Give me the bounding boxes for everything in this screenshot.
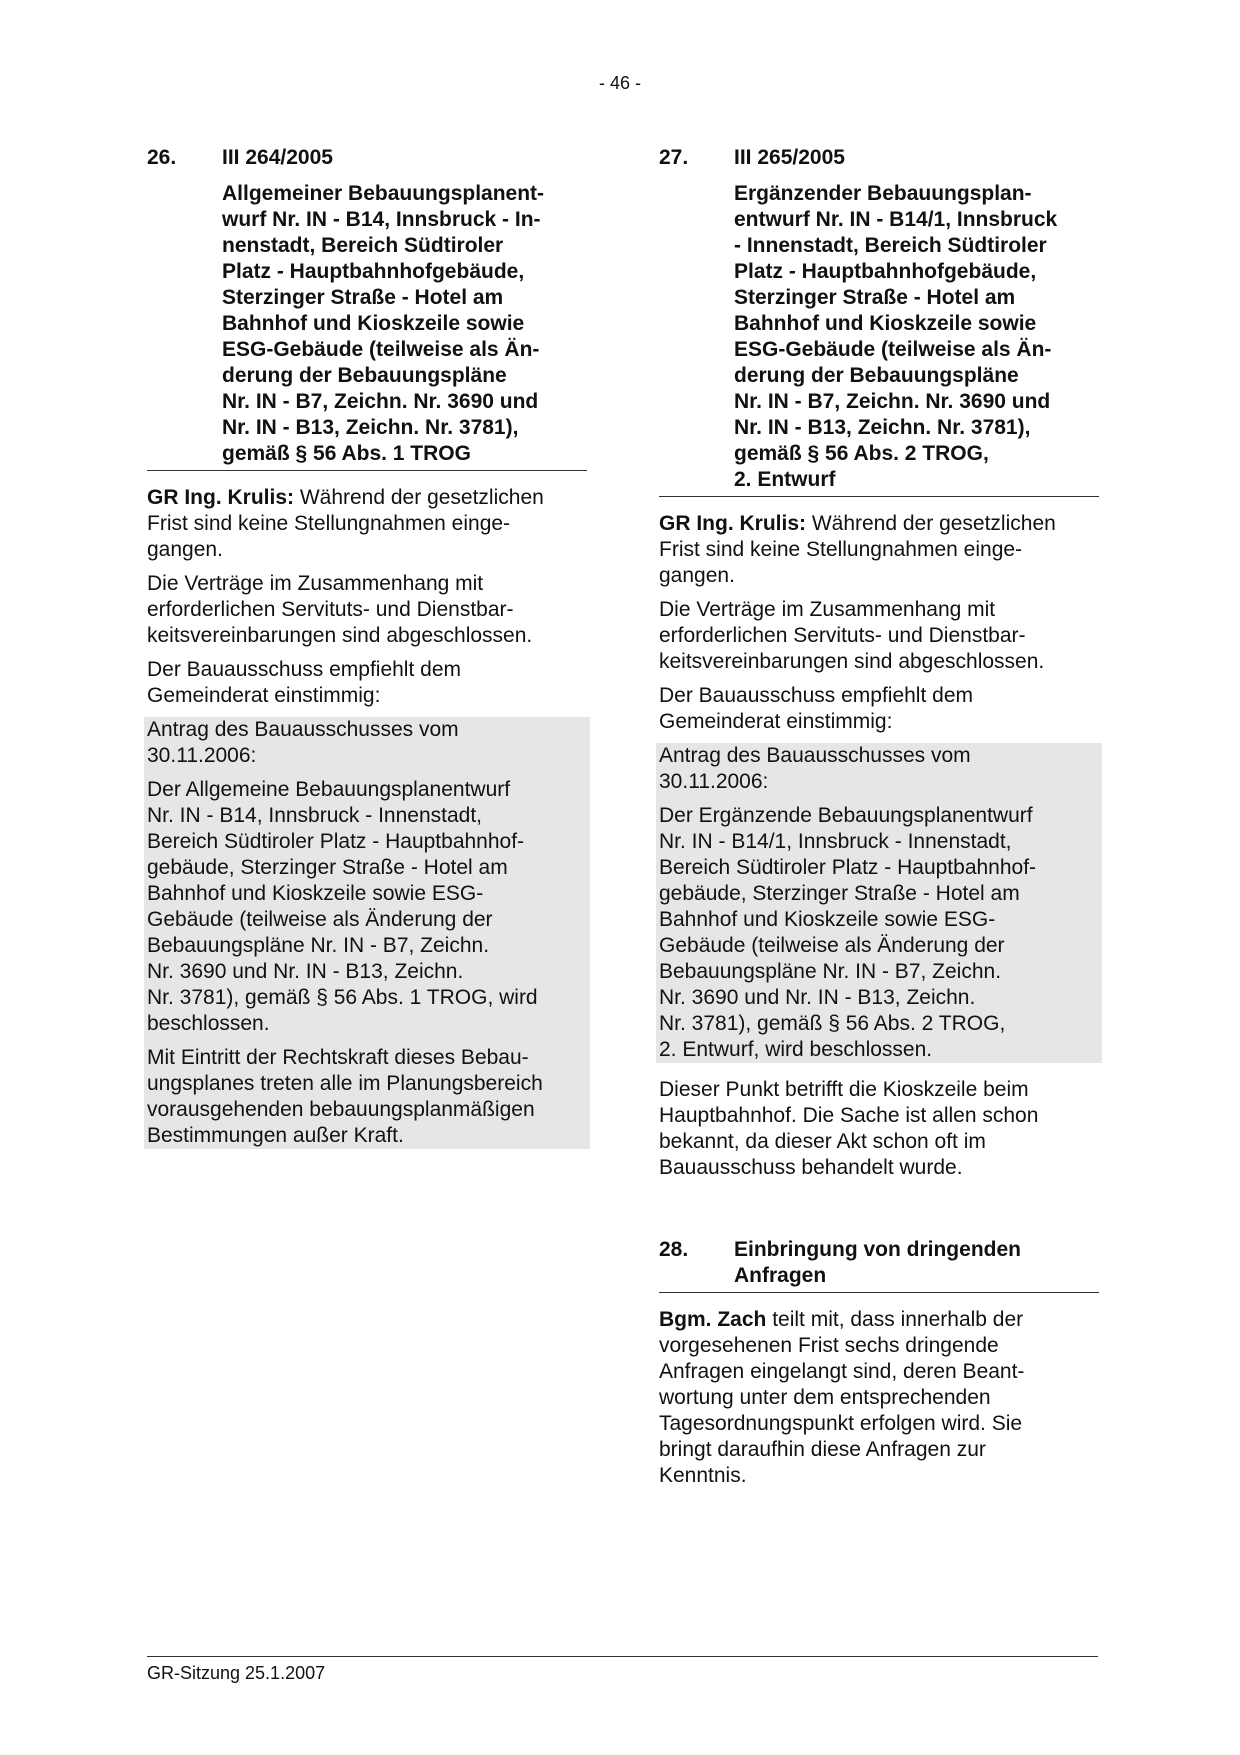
item-26-contracts-paragraph: Die Verträge im Zusammenhang mit erforderlichen Servituts- und Dienstbar- keitsvereinbarungen sind abgeschlossen. (147, 572, 533, 647)
item-28-number: 28. (659, 1238, 689, 1261)
item-27-case-id: III 265/2005 (734, 146, 845, 169)
page-footer: GR-Sitzung 25.1.2007 (147, 1656, 1098, 1684)
item-26-motion-extra: Mit Eintritt der Rechtskraft dieses Bebau- ungsplanes treten alle im Planungsbereich vorausgehenden bebauungsplanmäßigen Bestimmungen außer Kraft. (147, 1046, 543, 1147)
item-28-header (659, 1237, 1099, 1293)
item-27-statement-text: Während der gesetzlichen Frist sind keine Stellungnahmen einge- gangen. (659, 512, 1056, 587)
item-26-heading: Allgemeiner Bebauungsplanent- wurf Nr. IN - B14, Innsbruck - In- nenstadt, Bereich Südtiroler Platz - Hauptbahnhofgebäude, Sterzinger Straße - Hotel am Bahnhof und Kioskzeile sowie ESG-Gebäude (teilweise als Än- derung der Bebauungspläne Nr. IN - B7, Zeichn. Nr. 3690 und Nr. IN - B13, Zeichn. Nr. 3781), gemäß § 56 Abs. 1 TROG (222, 182, 545, 465)
item-28-section (659, 1237, 1099, 1489)
item-28-statement (659, 1307, 1099, 1489)
item-26-case-id: III 264/2005 (222, 146, 333, 169)
item-28-statement-text: teilt mit, dass innerhalb der vorgesehenen Frist sechs dringende Anfragen eingelangt sind, deren Beant- wortung unter dem entsprechenden Tagesordnungspunkt erfolgen wird. Sie bringt daraufhin diese Anfragen zur Kenntnis. (659, 1308, 1025, 1487)
item-27-contracts-paragraph: Die Verträge im Zusammenhang mit erforderlichen Servituts- und Dienstbar- keitsvereinbarungen sind abgeschlossen. (659, 598, 1045, 673)
item-27-statement (659, 511, 1099, 589)
right-column (659, 145, 1099, 1497)
item-26-statement (147, 485, 587, 563)
item-28-heading: Einbringung von dringenden Anfragen (734, 1238, 1021, 1287)
item-27-note-paragraph: Dieser Punkt betrifft die Kioskzeile beim Hauptbahnhof. Die Sache ist allen schon bekannt, da dieser Akt schon oft im Bauausschuss behandelt wurde. (659, 1078, 1039, 1179)
item-26-motion-title: Antrag des Bauausschusses vom 30.11.2006: (147, 718, 459, 767)
item-28-speaker: Bgm. Zach (659, 1308, 767, 1331)
item-26-statement-text: Während der gesetzlichen Frist sind keine Stellungnahmen einge- gangen. (147, 486, 544, 561)
item-27-header (659, 145, 1099, 497)
item-26-motion-text: Der Allgemeine Bebauungsplanentwurf Nr. IN - B14, Innsbruck - Innenstadt, Bereich Südtiroler Platz - Hauptbahnhof- gebäude, Sterzinger Straße - Hotel am Bahnhof und Kioskzeile sowie ESG- Gebäude (teilweise als Änderung der Bebauungspläne Nr. IN - B7, Zeichn. Nr. 3690 und Nr. IN - B13, Zeichn. Nr. 3781), gemäß § 56 Abs. 1 TROG, wird beschlossen. (147, 778, 538, 1035)
item-26-speaker: GR Ing. Krulis: (147, 486, 294, 509)
page-number: - 46 - (598, 73, 641, 93)
left-column (147, 145, 587, 1163)
item-27-heading: Ergänzender Bebauungsplan- entwurf Nr. IN - B14/1, Innsbruck - Innenstadt, Bereich Südtiroler Platz - Hauptbahnhofgebäude, Sterzinger Straße - Hotel am Bahnhof und Kioskzeile sowie ESG-Gebäude (teilweise als Än- derung der Bebauungspläne Nr. IN - B7, Zeichn. Nr. 3690 und Nr. IN - B13, Zeichn. Nr. 3781), gemäß § 56 Abs. 2 TROG, 2. Entwurf (734, 182, 1058, 491)
item-27-motion-title: Antrag des Bauausschusses vom 30.11.2006: (659, 744, 971, 793)
item-26-motion-box (144, 717, 590, 1149)
item-27-recommendation-paragraph: Der Bauausschuss empfiehlt dem Gemeinderat einstimmig: (659, 684, 973, 733)
item-26-number: 26. (147, 146, 177, 169)
item-26-recommendation-paragraph: Der Bauausschuss empfiehlt dem Gemeinderat einstimmig: (147, 658, 461, 707)
item-27-number: 27. (659, 146, 689, 169)
item-27-motion-box (656, 743, 1102, 1063)
item-27-motion-text: Der Ergänzende Bebauungsplanentwurf Nr. IN - B14/1, Innsbruck - Innenstadt, Bereich Südtiroler Platz - Hauptbahnhof- gebäude, Sterzinger Straße - Hotel am Bahnhof und Kioskzeile sowie ESG- Gebäude (teilweise als Änderung der Bebauungspläne Nr. IN - B7, Zeichn. Nr. 3690 und Nr. IN - B13, Zeichn. Nr. 3781), gemäß § 56 Abs. 2 TROG, 2. Entwurf, wird beschlossen. (659, 804, 1037, 1061)
item-26-header (147, 145, 587, 471)
item-27-speaker: GR Ing. Krulis: (659, 512, 806, 535)
